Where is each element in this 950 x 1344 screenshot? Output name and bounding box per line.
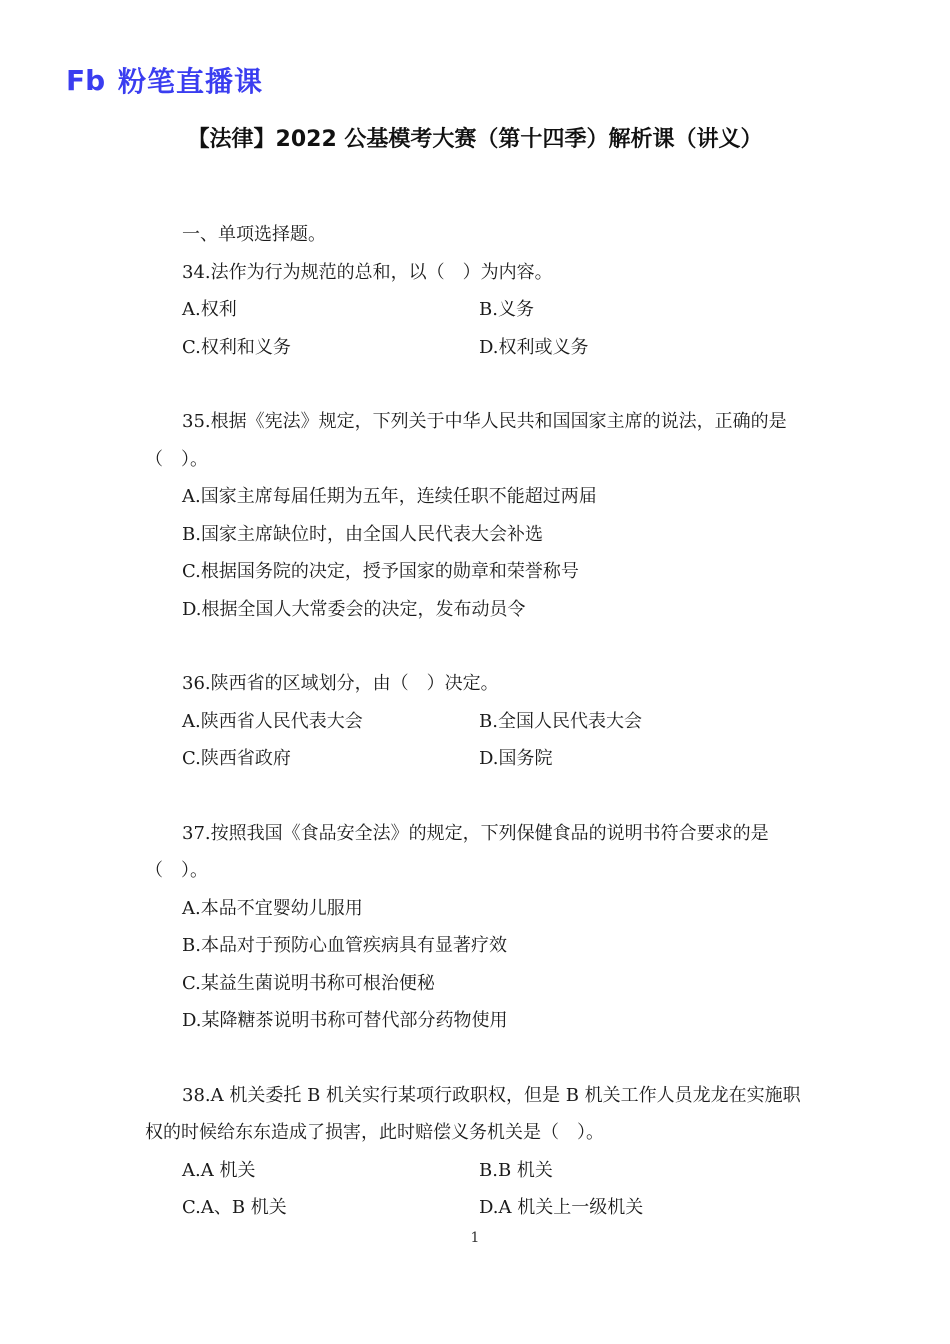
answer-option: B.B 机关 xyxy=(479,1159,553,1181)
question-stem: 37.按照我国《食品安全法》的规定，下列保健食品的说明书符合要求的是（ ）。 xyxy=(145,822,769,881)
option-list xyxy=(145,478,810,628)
logo-mark-text: Fb xyxy=(66,64,106,96)
answer-option: A.权利 xyxy=(182,299,237,320)
answer-option: C.根据国务院的决定，授予国家的勋章和荣誉称号 xyxy=(182,561,579,582)
question-item xyxy=(145,254,810,367)
document-title: 【法律】2022 公基模考大赛（第十四季）解析课（讲义） xyxy=(187,127,763,152)
page-number: 1 xyxy=(470,1230,480,1246)
answer-option: D.某降糖茶说明书称可替代部分药物使用 xyxy=(182,1010,508,1031)
answer-option: C.陕西省政府 xyxy=(182,748,291,769)
answer-option: B.全国人民代表大会 xyxy=(479,710,642,732)
question-item xyxy=(145,815,810,1040)
question-item xyxy=(145,1077,810,1227)
answer-option: C.某益生菌说明书称可根治便秘 xyxy=(182,972,435,994)
answer-option: C.A、B 机关 xyxy=(182,1197,287,1218)
answer-option: D.权利或义务 xyxy=(479,336,589,358)
question-list xyxy=(145,254,810,1227)
answer-option: D.根据全国人大常委会的决定，发布动员令 xyxy=(182,598,526,620)
fb-logo-icon xyxy=(66,64,110,96)
option-list xyxy=(145,703,810,778)
section-heading: 一、单项选择题。 xyxy=(182,224,326,245)
option-list xyxy=(145,890,810,1040)
answer-option: A.陕西省人民代表大会 xyxy=(182,710,363,732)
answer-option: C.权利和义务 xyxy=(182,336,291,358)
option-list xyxy=(145,291,810,366)
question-item xyxy=(145,403,810,628)
document-body xyxy=(145,216,810,1264)
brand-logo xyxy=(66,62,263,98)
question-item xyxy=(145,665,810,778)
question-stem: 38.A 机关委托 B 机关实行某项行政职权，但是 B 机关工作人员龙龙在实施职权的时候给东东造成了损害，此时赔偿义务机关是（ ）。 xyxy=(145,1084,801,1143)
question-stem: 35.根据《宪法》规定，下列关于中华人民共和国国家主席的说法，正确的是（ ）。 xyxy=(145,411,787,470)
answer-option: B.义务 xyxy=(479,299,534,320)
logo-text: 粉笔直播课 xyxy=(118,65,264,98)
answer-option: D.A 机关上一级机关 xyxy=(479,1197,644,1218)
answer-option: B.国家主席缺位时，由全国人民代表大会补选 xyxy=(182,523,543,545)
answer-option: D.国务院 xyxy=(479,748,553,769)
answer-option: B.本品对于预防心血管疾病具有显著疗效 xyxy=(182,935,507,956)
question-stem: 34.法作为行为规范的总和，以（ ）为内容。 xyxy=(182,261,553,283)
option-list xyxy=(145,1152,810,1227)
question-stem: 36.陕西省的区域划分，由（ ）决定。 xyxy=(182,673,499,694)
answer-option: A.本品不宜婴幼儿服用 xyxy=(182,897,363,919)
answer-option: A.国家主席每届任期为五年，连续任职不能超过两届 xyxy=(182,486,597,507)
answer-option: A.A 机关 xyxy=(182,1159,256,1181)
